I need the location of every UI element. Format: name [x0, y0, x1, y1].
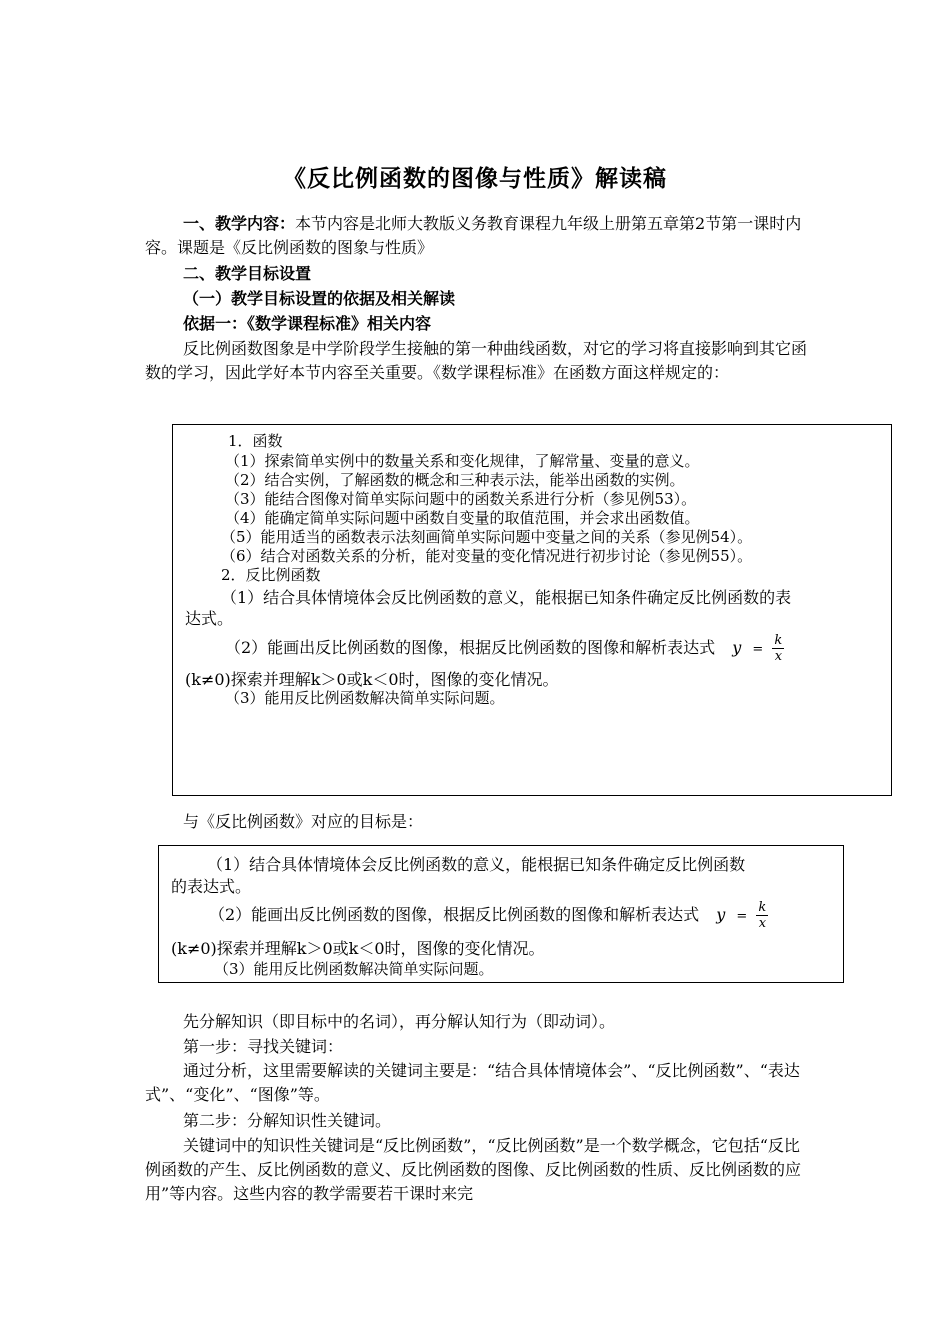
- inverse-item-3: （3）能用反比例函数解决简单实际问题。: [225, 689, 505, 707]
- decompose-paragraph: 先分解知识（即目标中的名词），再分解认知行为（即动词）。: [183, 1012, 616, 1031]
- function-item-3: （3）能结合图像对简单实际问题中的函数关系进行分析（参见例53）。: [225, 490, 697, 508]
- goal-item-2-text: （2）能画出反比例函数的图像，根据反比例函数的图像和解析表达式: [209, 905, 700, 924]
- inverse-item-2-line-a: [225, 633, 784, 664]
- function-heading: 1．函数: [228, 432, 283, 450]
- goal-formula-y: y: [716, 905, 726, 924]
- goal-formula-numerator: k: [758, 900, 767, 915]
- step-one-heading: 第一步：寻找关键词：: [183, 1037, 344, 1056]
- inverse-function-heading: 2．反比例函数: [221, 566, 321, 584]
- formula-y: y: [732, 638, 742, 657]
- curriculum-standard-box: [172, 424, 892, 796]
- basis-one-heading: 依据一：《数学课程标准》相关内容: [183, 314, 432, 333]
- inverse-item-2-line-b: (k≠0)探索并理解k＞0或k＜0时，图像的变化情况。: [185, 670, 559, 689]
- function-item-2: （2）结合实例，了解函数的概念和三种表示法，能举出函数的实例。: [225, 471, 685, 489]
- knowledge-keyword-paragraph: 关键词中的知识性关键词是“反比例函数”，“反比例函数”是一个数学概念，它包括“反比例函数的产生、反比例函数的意义、反比例函数的图像、反比例函数的性质、反比例函数的应用”等内容。这些内容的教学需要若干课时来完: [145, 1136, 802, 1203]
- formula-numerator: k: [774, 633, 783, 648]
- goal-item-2-line-b: (k≠0)探索并理解k＞0或k＜0时，图像的变化情况。: [171, 939, 545, 958]
- function-item-6: （6）结合对函数关系的分析，能对变量的变化情况进行初步讨论（参见例55）。: [221, 547, 753, 565]
- step-two-heading: 第二步：分解知识性关键词。: [183, 1111, 392, 1130]
- goal-formula-fraction: [756, 900, 768, 931]
- function-item-1: （1）探索简单实例中的数量关系和变化规律，了解常量、变量的意义。: [225, 452, 700, 470]
- teaching-content-label: 一、教学内容：: [183, 214, 296, 233]
- intro-paragraph: 反比例函数图象是中学阶段学生接触的第一种曲线函数，对它的学习将直接影响到其它函数的学习，因此学好本节内容至关重要。《数学课程标准》在函数方面这样规定的：: [145, 339, 808, 382]
- teaching-content-text: 本节内容是北师大教版义务教育课程九年级上册第五章第2节第一课时内容。课题是《反比例函数的图象与性质》: [145, 214, 802, 257]
- goal-formula-denominator: x: [758, 916, 767, 931]
- formula-denominator: x: [774, 649, 783, 664]
- inverse-item-1-line-a: （1）结合具体情境体会反比例函数的意义，能根据已知条件确定反比例函数的表: [221, 588, 792, 607]
- teaching-content-paragraph: [145, 212, 810, 260]
- document-title: 《反比例函数的图像与性质》解读稿: [283, 166, 667, 192]
- corresponding-goal-box: [158, 845, 844, 983]
- goal-item-2-line-a: [209, 900, 768, 931]
- keyword-analysis-paragraph: 通过分析，这里需要解读的关键词主要是：“结合具体情境体会”、“反比例函数”、“表达式”、“变化”、“图像”等。: [145, 1061, 800, 1104]
- goal-item-1-line-a: （1）结合具体情境体会反比例函数的意义，能根据已知条件确定反比例函数: [207, 855, 746, 874]
- formula-fraction: [772, 633, 784, 664]
- formula-equals: =: [752, 642, 764, 657]
- corresponding-goal-label: 与《反比例函数》对应的目标是：: [183, 812, 424, 831]
- objective-basis-heading: （一）教学目标设置的依据及相关解读: [183, 289, 456, 308]
- function-item-4: （4）能确定简单实际问题中函数自变量的取值范围，并会求出函数值。: [225, 509, 700, 527]
- objective-setting-heading: 二、教学目标设置: [183, 264, 312, 283]
- inverse-item-2-text: （2）能画出反比例函数的图像，根据反比例函数的图像和解析表达式: [225, 638, 716, 657]
- goal-item-1-line-b: 的表达式。: [171, 877, 252, 896]
- function-item-5: （5）能用适当的函数表示法刻画简单实际问题中变量之间的关系（参见例54）。: [221, 528, 753, 546]
- inverse-item-1-line-b: 达式。: [185, 609, 234, 628]
- goal-item-3: （3）能用反比例函数解决简单实际问题。: [214, 960, 494, 978]
- goal-formula-equals: =: [736, 909, 748, 924]
